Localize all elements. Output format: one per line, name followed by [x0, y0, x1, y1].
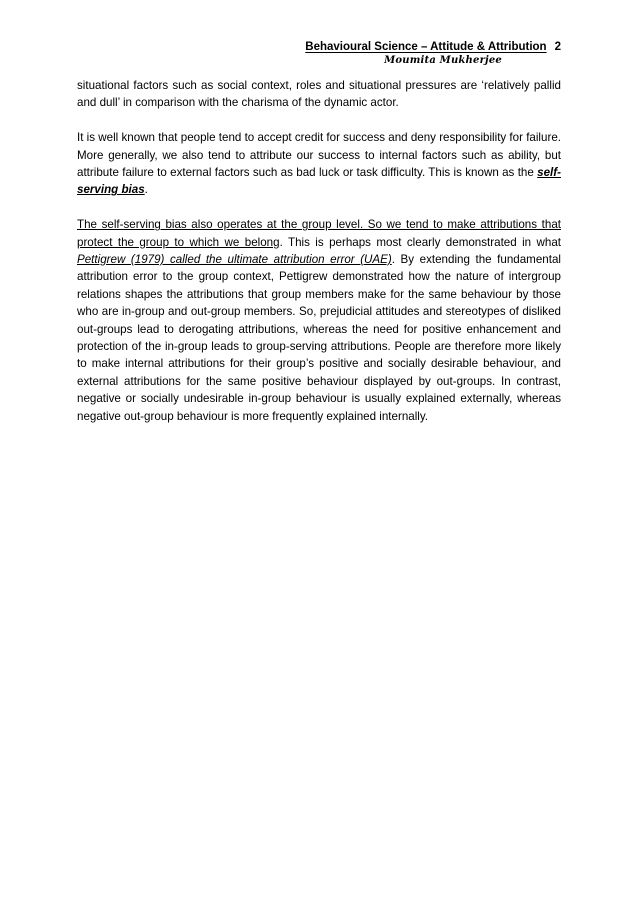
- citation-pettigrew: Pettigrew (1979) called the ultimate attribution error (UAE): [77, 253, 392, 267]
- paragraph-3-underlined-text: The self-serving bias also operates at the group level. So we tend to make attributions that protect the group to which we belong: [77, 218, 561, 249]
- paragraph-1: [77, 77, 561, 112]
- page-header: [305, 40, 561, 54]
- page-number: 2: [554, 41, 561, 53]
- paragraph-3-text: . This is perhaps most clearly demonstrated in what: [279, 235, 561, 249]
- paragraph-1-text: situational factors such as social context, roles and situational pressures are ‘relatively pallid and dull’ in comparison with the charisma of the dynamic actor.: [77, 79, 561, 110]
- paragraph-2: [77, 129, 561, 199]
- paragraph-2-end: .: [144, 183, 148, 197]
- paragraph-3-rest: . By extending the fundamental attribution error to the group context, Pettigrew demonstrated how the nature of intergroup relations shapes the attributions that group members make for the same behaviour by those who are in-group and out-group members. So, prejudicial attitudes and stereotypes of disliked out-groups lead to derogating attributions, whereas the need for positive enhancement and protection of the in-group leads to group-serving attributions. People are therefore more likely to make internal attributions for their group’s positive and socially desirable behaviour, and external attributions for the same positive behaviour displayed by out-groups. In contrast, negative or socially undesirable in-group behaviour is usually explained externally, whereas negative out-group behaviour is more frequently explained internally.: [77, 253, 561, 423]
- term-self-serving-bias: self-serving bias: [77, 166, 561, 197]
- header-title: Behavioural Science – Attitude & Attribution: [305, 41, 547, 53]
- paragraph-2-text: It is well known that people tend to accept credit for success and deny responsibility for failure. More generally, we also tend to attribute our success to internal factors such as ability, but attribute failure to external factors such as bad luck or task difficulty. This is known as the: [77, 131, 561, 180]
- paragraph-3: [77, 216, 561, 425]
- body-text: [77, 77, 561, 442]
- header-author: Moumita Mukherjee: [384, 55, 502, 66]
